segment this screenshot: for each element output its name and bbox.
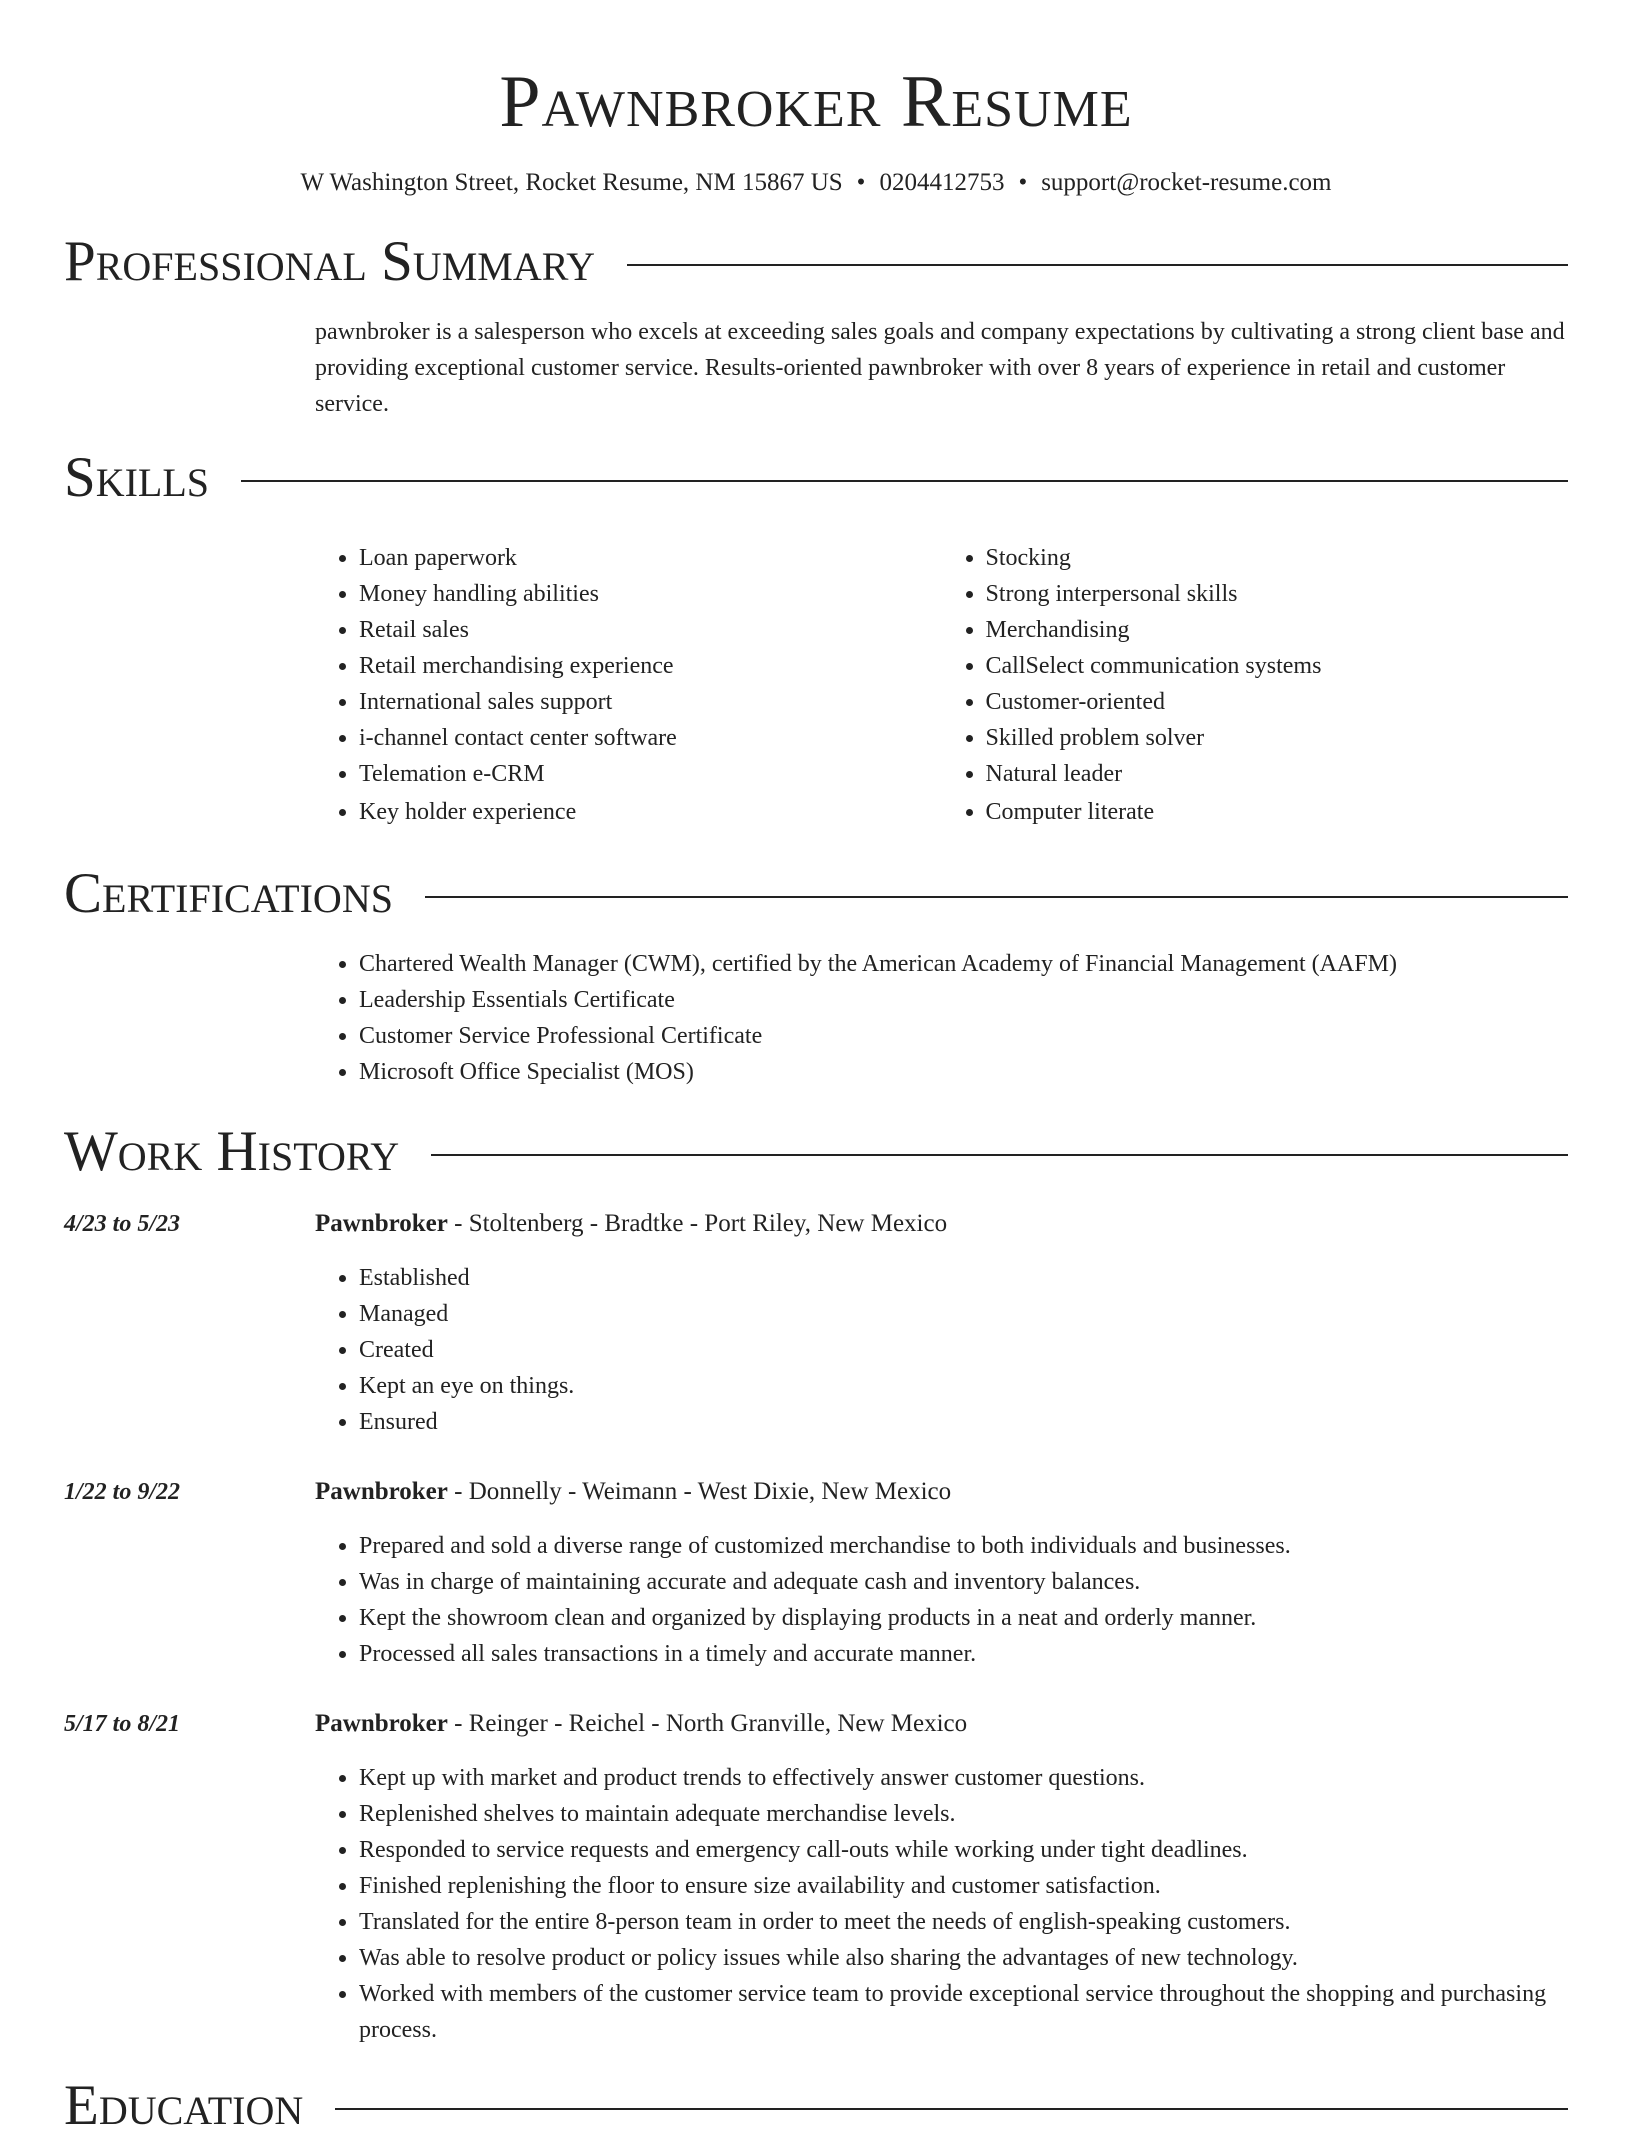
job-bullet: • Finished replenishing the floor to ensure size availability and customer satisfaction. — [359, 1868, 1568, 1904]
skills-list-right — [942, 540, 1569, 830]
education-section-header — [64, 2074, 1568, 2138]
certification-item: • Chartered Wealth Manager (CWM), certified by the American Academy of Financial Management (AAFM) — [359, 946, 1568, 982]
skill-item: • Merchandising — [986, 612, 1569, 648]
skill-item: • CallSelect communication systems — [986, 648, 1569, 684]
job-entry — [64, 1206, 1568, 1440]
certifications-heading: Certifications — [64, 862, 393, 925]
job-body — [315, 1474, 1568, 1672]
contact-separator: • — [1018, 169, 1028, 196]
contact-phone: 0204412753 — [879, 169, 1005, 196]
certification-item: • Microsoft Office Specialist (MOS) — [359, 1054, 1568, 1090]
skill-item: • Key holder experience — [359, 794, 942, 830]
job-body — [315, 1206, 1568, 1440]
certifications-list — [315, 946, 1568, 1090]
job-dates: 1/22 to 9/22 — [64, 1479, 181, 1505]
job-employer: - Donnelly - Weimann - West Dixie, New Mexico — [447, 1478, 952, 1505]
job-bullet: • Was in charge of maintaining accurate and adequate cash and inventory balances. — [359, 1564, 1568, 1600]
contact-line — [64, 166, 1568, 200]
job-title: Pawnbroker — [315, 1710, 448, 1737]
job-entry — [64, 1706, 1568, 2048]
job-bullet: • Created — [359, 1332, 1568, 1368]
job-employer: - Reinger - Reichel - North Granville, New Mexico — [447, 1710, 968, 1737]
resume-title: Pawnbroker Resume — [499, 61, 1133, 143]
job-bullet: • Established — [359, 1260, 1568, 1296]
certification-item: • Leadership Essentials Certificate — [359, 982, 1568, 1018]
skill-item: • Computer literate — [986, 794, 1569, 830]
job-bullet: • Responded to service requests and emergency call-outs while working under tight deadlines. — [359, 1832, 1568, 1868]
job-dates: 4/23 to 5/23 — [64, 1211, 181, 1237]
skill-item: • Natural leader — [986, 756, 1569, 792]
skills-section-header — [64, 446, 1568, 510]
job-body — [315, 1706, 1568, 2048]
section-divider — [425, 896, 1568, 898]
skill-item: • Telemation e-CRM — [359, 756, 942, 792]
summary-section-header — [64, 230, 1568, 294]
skill-item: • Money handling abilities — [359, 576, 942, 612]
job-employer: - Stoltenberg - Bradtke - Port Riley, New Mexico — [447, 1210, 948, 1237]
skill-item: • Retail sales — [359, 612, 942, 648]
certification-item: • Customer Service Professional Certificate — [359, 1018, 1568, 1054]
job-heading — [315, 1474, 1568, 1510]
skill-item: • Strong interpersonal skills — [986, 576, 1569, 612]
job-bullets — [315, 1528, 1568, 1672]
job-bullet: • Prepared and sold a diverse range of customized merchandise to both individuals and businesses. — [359, 1528, 1568, 1564]
job-bullet: • Kept up with market and product trends to effectively answer customer questions. — [359, 1760, 1568, 1796]
certifications-section-header — [64, 862, 1568, 926]
job-dates: 5/17 to 8/21 — [64, 1711, 181, 1737]
job-bullet: • Processed all sales transactions in a timely and accurate manner. — [359, 1636, 1568, 1672]
job-heading — [315, 1206, 1568, 1242]
job-title: Pawnbroker — [315, 1478, 448, 1505]
job-bullet: • Was able to resolve product or policy issues while also sharing the advantages of new technology. — [359, 1940, 1568, 1976]
skill-item: • Retail merchandising experience — [359, 648, 942, 684]
work-history-heading: Work History — [64, 1120, 400, 1183]
skills-heading: Skills — [64, 446, 210, 509]
skill-item: • Stocking — [986, 540, 1569, 576]
work-history-section-header — [64, 1120, 1568, 1184]
skills-list-left — [315, 540, 942, 830]
job-bullet: • Ensured — [359, 1404, 1568, 1440]
job-bullets — [315, 1260, 1568, 1440]
skill-item: • Skilled problem solver — [986, 720, 1569, 756]
contact-separator: • — [856, 169, 866, 196]
summary-text: pawnbroker is a salesperson who excels at exceeding sales goals and company expectations by cultivating a strong client base and providing exceptional customer service. Results-oriented pawnbroker with over 8 years of experience in retail and customer service. — [315, 319, 1565, 417]
job-bullet: • Kept an eye on things. — [359, 1368, 1568, 1404]
job-bullet: • Worked with members of the customer service team to provide exceptional service throughout the shopping and purchasing process. — [359, 1976, 1568, 2048]
job-title: Pawnbroker — [315, 1210, 448, 1237]
skills-columns — [315, 540, 1568, 830]
skill-item: • Customer-oriented — [986, 684, 1569, 720]
job-bullet: • Managed — [359, 1296, 1568, 1332]
job-entry — [64, 1474, 1568, 1672]
contact-email: support@rocket-resume.com — [1041, 169, 1332, 196]
section-divider — [241, 480, 1568, 482]
section-divider — [335, 2108, 1568, 2110]
skill-item: • i-channel contact center software — [359, 720, 942, 756]
job-bullet: • Translated for the entire 8-person team in order to meet the needs of english-speaking customers. — [359, 1904, 1568, 1940]
job-heading — [315, 1706, 1568, 1742]
section-divider — [431, 1154, 1568, 1156]
job-bullets — [315, 1760, 1568, 2048]
summary-heading: Professional Summary — [64, 230, 596, 293]
resume-page — [64, 0, 1568, 2138]
contact-address: W Washington Street, Rocket Resume, NM 15867 US — [300, 169, 843, 196]
section-divider — [627, 264, 1568, 266]
skill-item: • Loan paperwork — [359, 540, 942, 576]
job-bullet: • Replenished shelves to maintain adequate merchandise levels. — [359, 1796, 1568, 1832]
job-bullet: • Kept the showroom clean and organized by displaying products in a neat and orderly manner. — [359, 1600, 1568, 1636]
education-heading: Education — [64, 2074, 304, 2137]
skill-item: • International sales support — [359, 684, 942, 720]
